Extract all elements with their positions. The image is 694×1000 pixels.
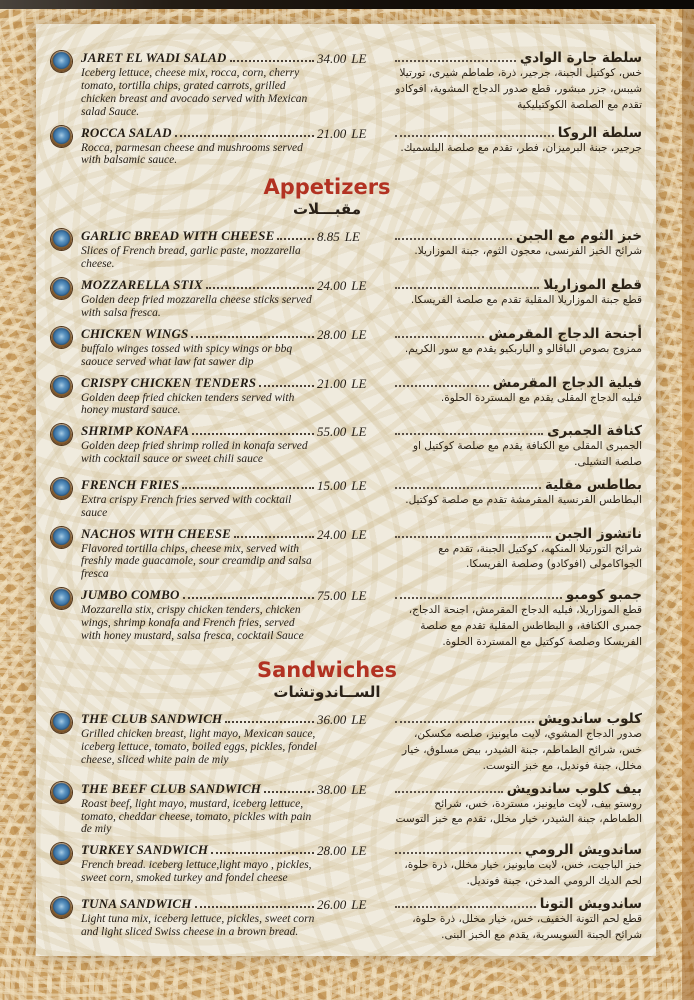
photo-top-edge xyxy=(0,0,694,9)
menu-item-row xyxy=(50,423,644,471)
item-arabic-column xyxy=(391,587,644,650)
item-english-column xyxy=(81,375,317,418)
item-arabic-column xyxy=(391,477,644,509)
section-title-en: Appetizers xyxy=(263,175,391,200)
item-description-en: Rocca, parmesan cheese and mushrooms served with balsamic sauce. xyxy=(81,141,303,167)
brand-medallion-icon xyxy=(51,782,72,803)
section-title-ar: مقبـــلات xyxy=(292,200,362,219)
item-price: 15.00 xyxy=(317,477,347,493)
item-arabic-column xyxy=(391,423,644,471)
item-price-group xyxy=(317,842,391,859)
brand-medallion-icon xyxy=(51,712,72,733)
item-description-en: Iceberg lettuce, cheese mix, rocca, corn, cherry tomato, tortilla chips, grated carrots, grilled chicken breast and avocado served with Mexican salad Sauce. xyxy=(81,67,308,118)
item-arabic-column xyxy=(391,228,644,260)
dotted-leader xyxy=(395,60,516,62)
item-name-en: TURKEY SANDWICH xyxy=(81,842,209,858)
currency-label: LE xyxy=(351,896,367,912)
section-header xyxy=(50,658,604,701)
item-english-column xyxy=(81,50,317,119)
item-arabic-column xyxy=(391,711,644,774)
dotted-leader xyxy=(195,906,314,908)
item-price-group xyxy=(317,587,391,604)
item-english-column xyxy=(81,477,317,520)
item-description-ar: الجمبرى المقلى مع الكنافة يقدم مع صلصة كوكتيل او صلصة التشيلى. xyxy=(412,440,642,468)
menu-item-row xyxy=(50,711,644,774)
item-description-ar: شرائح التورتيلا المنكهه، كوكتيل الجبنة، تقدم مع الجواكامولى (افوكادو) وصلصة الفريسكا. xyxy=(438,542,642,571)
dotted-leader xyxy=(395,385,489,387)
currency-label: LE xyxy=(351,51,367,66)
item-arabic-column xyxy=(391,842,644,890)
item-description-en: buffalo winges tossed with spicy wings or bbq saouce served what law fat sawer dip xyxy=(81,342,293,368)
item-name-en: SHRIMP KONAFA xyxy=(81,423,190,439)
item-price: 21.00 xyxy=(317,375,347,391)
brand-medallion-icon xyxy=(51,376,72,397)
item-price: 28.00 xyxy=(317,326,347,342)
dotted-leader xyxy=(183,597,314,599)
item-price: 8.85 xyxy=(317,229,340,245)
item-price: 28.00 xyxy=(317,843,347,859)
item-description-en: Light tuna mix, iceberg lettuce, pickles, sweet corn and light sliced Swiss cheese in a brown bread. xyxy=(81,912,315,938)
item-price: 55.00 xyxy=(317,424,347,440)
item-english-column xyxy=(81,228,317,271)
ornate-border-right xyxy=(682,0,694,1000)
currency-label: LE xyxy=(351,375,367,391)
menu-item-row xyxy=(50,781,644,837)
item-name-ar: بطاطس مقلية xyxy=(544,476,642,493)
item-name-ar: ناتشوز الجبن xyxy=(555,525,642,542)
item-price-group xyxy=(317,50,391,67)
item-description-ar: جرجير، جبنة البرميزان، فطر، تقدم مع صلصة البلسميك. xyxy=(400,141,642,154)
currency-label: LE xyxy=(351,588,367,604)
brand-medallion-icon xyxy=(51,229,72,250)
item-description-ar: شرائح الخبز الفرنسى، معجون الثوم، جبنة الموزاريلا. xyxy=(414,245,642,258)
brand-medallion-icon xyxy=(51,424,72,445)
dotted-leader xyxy=(395,536,551,538)
menu-item-row xyxy=(50,50,644,119)
brand-medallion-icon xyxy=(51,51,72,72)
menu-page xyxy=(36,24,656,956)
item-description-en: Flavored tortilla chips, cheese mix, served with freshly made guacamole, sour creamdip and salsa fresca xyxy=(81,542,312,581)
item-name-ar: كنافة الجمبرى xyxy=(547,423,642,440)
item-english-column xyxy=(81,526,317,582)
item-name-ar: كلوب ساندويش xyxy=(538,711,642,728)
item-english-column xyxy=(81,587,317,643)
menu-item-row xyxy=(50,842,644,890)
item-name-en: NACHOS WITH CHEESE xyxy=(81,525,232,541)
dotted-leader xyxy=(259,385,314,387)
item-description-ar: روستو بيف، لايت مايونيز، مستردة، خس، شرائح الطماطم، جبنة الشيدر، خيار مخلل، تقدم مع خبز التوست xyxy=(395,797,642,826)
currency-label: LE xyxy=(344,229,360,245)
item-english-column xyxy=(81,125,317,168)
item-name-en: JARET EL WADI SALAD xyxy=(81,50,227,65)
item-description-en: Golden deep fried mozzarella cheese sticks served with salsa fresca. xyxy=(81,294,312,319)
currency-label: LE xyxy=(351,843,367,859)
dotted-leader xyxy=(395,238,512,240)
item-english-column xyxy=(81,423,317,466)
item-name-en: CHICKEN WINGS xyxy=(81,325,189,341)
item-name-en: THE CLUB SANDWICH xyxy=(81,711,223,727)
currency-label: LE xyxy=(351,326,367,342)
item-price-group xyxy=(317,423,391,440)
item-description-en: Golden deep fried shrimp rolled in konafa served with cocktail sauce or sweet chili sauce xyxy=(81,440,308,466)
item-english-column xyxy=(81,896,317,939)
item-arabic-column xyxy=(391,781,644,829)
item-price-group xyxy=(317,228,391,245)
item-name-ar: ساندويش التونا xyxy=(539,895,642,912)
currency-label: LE xyxy=(351,125,367,141)
menu-item-row xyxy=(50,477,644,520)
item-name-en: TUNA SANDWICH xyxy=(81,895,192,911)
item-price: 36.00 xyxy=(317,712,347,728)
dotted-leader xyxy=(182,487,314,489)
section-header xyxy=(50,175,604,218)
section-title-en: Sandwiches xyxy=(256,658,398,683)
currency-label: LE xyxy=(351,278,367,293)
item-name-ar: قطع الموزاريلا xyxy=(543,277,642,293)
dotted-leader xyxy=(175,135,314,137)
currency-label: LE xyxy=(351,712,367,728)
item-price-group xyxy=(317,375,391,392)
item-price-group xyxy=(317,277,391,294)
dotted-leader xyxy=(191,336,314,338)
item-description-ar: ممزوج بصوص الباڤالو و الباربكيو يقدم مع سور الكريم. xyxy=(404,342,642,355)
item-arabic-column xyxy=(391,50,644,113)
item-description-en: Roast beef, light mayo, mustard, iceberg lettuce, tomato, cheddar cheese, tomato, pickles with pain de miy xyxy=(81,797,312,836)
dotted-leader xyxy=(395,721,534,723)
item-description-en: Grilled chicken breast, light mayo, Mexican sauce, iceberg lettuce, tomato, boiled eggs, pickles, fondel cheese, sliced white pain de miy xyxy=(81,728,317,767)
menu-content xyxy=(50,50,644,943)
menu-item-row xyxy=(50,125,644,168)
item-english-column xyxy=(81,842,317,885)
item-price: 24.00 xyxy=(317,526,347,542)
dotted-leader xyxy=(395,135,554,137)
brand-medallion-icon xyxy=(51,527,72,548)
menu-item-row xyxy=(50,228,644,271)
item-arabic-column xyxy=(391,896,644,944)
item-description-ar: صدور الدجاج المشوي، لايت مايونيز، صلصه مكسكن، خس، شرائح الطماطم، جبنة الشيدر، بيض مسلوق، خيار مخلل، جبنة فونديل، مع خبز التوست. xyxy=(402,728,642,772)
brand-medallion-icon xyxy=(51,327,72,348)
item-description-ar: خس، كوكتيل الجبنة، جرجير، ذرة، طماطم شيرى، تورتيلا شيبس، جزر مبشور، قطع صدور الدجاج المشوية، افوكادو تقدم مع الصلصة الكوكتيليكية xyxy=(395,67,642,111)
item-name-en: JUMBO COMBO xyxy=(81,587,180,603)
item-description-ar: قطع لحم التونة الخفيف، خس، خيار مخلل، ذرة حلوة، شرائح الجبنة السويسرية، يقدم مع الخبز البنى. xyxy=(412,912,642,941)
item-name-ar: فيلية الدجاج المقرمش xyxy=(492,374,642,391)
menu-item-row xyxy=(50,587,644,650)
item-description-en: French bread. iceberg lettuce,light mayo , pickles, sweet corn, smoked turkey and fondel cheese xyxy=(81,859,312,885)
item-english-column xyxy=(81,711,317,767)
item-price: 38.00 xyxy=(317,781,347,797)
item-name-en: THE BEEF CLUB SANDWICH xyxy=(81,780,262,796)
item-name-en: MOZZARELLA STIX xyxy=(81,277,203,292)
dotted-leader xyxy=(230,60,314,62)
dotted-leader xyxy=(206,287,314,289)
item-description-en: Mozzarella stix, crispy chicken tenders, chicken wings, shrimp konafa and French fries, served with honey mustard, salsa fresca, cocktail Sauce xyxy=(81,604,304,642)
section-title-ar: الســاندوتشات xyxy=(273,683,381,702)
dotted-leader xyxy=(234,536,314,538)
item-name-en: GARLIC BREAD WITH CHEESE xyxy=(81,228,275,244)
item-price-group xyxy=(317,326,391,343)
currency-label: LE xyxy=(351,526,367,542)
item-price: 24.00 xyxy=(317,278,347,293)
dotted-leader xyxy=(225,721,314,723)
dotted-leader xyxy=(395,852,521,854)
item-price-group xyxy=(317,711,391,728)
item-description-en: Golden deep fried chicken tenders served with honey mustard sauce. xyxy=(81,391,295,417)
item-arabic-column xyxy=(391,125,644,157)
dotted-leader xyxy=(395,487,541,489)
dotted-leader xyxy=(277,238,314,240)
item-name-ar: جمبو كومبو xyxy=(565,587,642,604)
item-description-ar: خبز الباجيت، خس، لايت مايونيز، خيار مخلل، ذرة حلوة، لحم الديك الرومي المدخن، جبنة فونديل. xyxy=(404,859,642,887)
menu-item-row xyxy=(50,896,644,944)
dotted-leader xyxy=(395,597,562,599)
item-arabic-column xyxy=(391,526,644,574)
menu-item-row xyxy=(50,375,644,418)
item-price-group xyxy=(317,125,391,142)
item-name-ar: سلطة الروكا xyxy=(557,124,642,141)
dotted-leader xyxy=(395,791,503,793)
dotted-leader xyxy=(395,336,484,338)
dotted-leader xyxy=(211,852,314,854)
item-description-ar: البطاطس الفرنسية المقرمشة تقدم مع صلصة كوكتيل. xyxy=(405,493,642,506)
item-name-en: ROCCA SALAD xyxy=(81,124,172,140)
brand-medallion-icon xyxy=(51,588,72,609)
item-name-ar: أجنحة الدجاج المقرمش xyxy=(488,325,642,342)
menu-item-row xyxy=(50,526,644,582)
item-name-ar: ساندويش الرومي xyxy=(525,842,642,859)
item-english-column xyxy=(81,277,317,320)
dotted-leader xyxy=(395,433,543,435)
brand-medallion-icon xyxy=(51,478,72,499)
menu-item-row xyxy=(50,277,644,320)
brand-medallion-icon xyxy=(51,843,72,864)
item-price: 26.00 xyxy=(317,896,347,912)
item-name-ar: سلطة جارة الوادي xyxy=(519,50,642,66)
item-description-ar: فيليه الدجاج المقلى يقدم مع المستردة الحلوة. xyxy=(440,391,642,404)
brand-medallion-icon xyxy=(51,126,72,147)
item-price: 21.00 xyxy=(317,125,347,141)
item-price-group xyxy=(317,477,391,494)
item-arabic-column xyxy=(391,326,644,358)
item-price-group xyxy=(317,526,391,543)
item-price-group xyxy=(317,896,391,913)
item-arabic-column xyxy=(391,277,644,309)
item-price: 34.00 xyxy=(317,51,347,66)
item-name-ar: بيف كلوب ساندويش xyxy=(506,780,642,797)
item-price: 75.00 xyxy=(317,588,347,604)
dotted-leader xyxy=(395,906,536,908)
item-price-group xyxy=(317,781,391,798)
item-name-en: FRENCH FRIES xyxy=(81,476,180,492)
item-english-column xyxy=(81,326,317,369)
currency-label: LE xyxy=(351,424,367,440)
item-description-en: Extra crispy French fries served with cocktail sauce xyxy=(81,493,292,519)
brand-medallion-icon xyxy=(51,897,72,918)
item-description-en: Slices of French bread, garlic paste, mozzarella cheese. xyxy=(81,245,301,271)
brand-medallion-icon xyxy=(51,278,72,299)
item-description-ar: قطع الموزاريلا، فيليه الدجاج المقرمش، اجنحة الدجاج، جمبرى الكنافة، و البطاطس المقلية تقدم مع صلصة الفريسكا وصلصة كوكتيل مع المستردة الحلوة. xyxy=(408,604,642,648)
item-name-ar: خبز الثوم مع الجبن xyxy=(516,228,642,245)
item-arabic-column xyxy=(391,375,644,407)
dotted-leader xyxy=(264,791,314,793)
currency-label: LE xyxy=(351,477,367,493)
dotted-leader xyxy=(395,287,539,289)
item-description-ar: قطع جبنة الموزاريلا المقلية تقدم مع صلصة الفريسكا. xyxy=(410,294,642,306)
dotted-leader xyxy=(192,433,314,435)
item-english-column xyxy=(81,781,317,837)
item-name-en: CRISPY CHICKEN TENDERS xyxy=(81,374,257,390)
menu-item-row xyxy=(50,326,644,369)
currency-label: LE xyxy=(351,781,367,797)
